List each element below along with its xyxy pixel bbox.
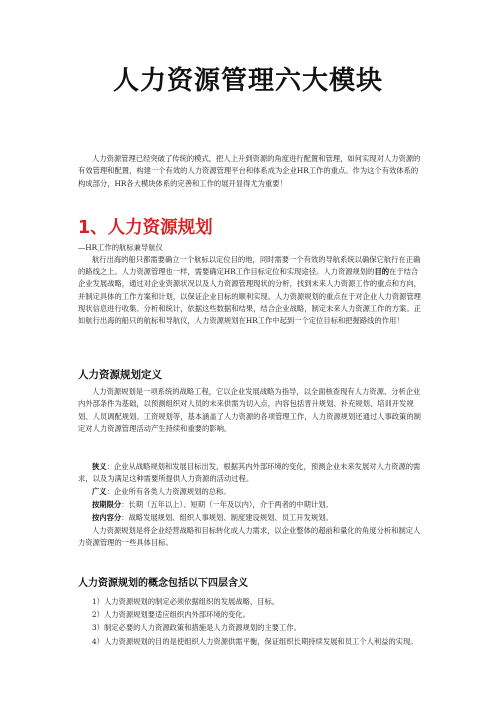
- planning-bold-term: 目的: [374, 267, 390, 277]
- narrow-definition: [78, 461, 424, 486]
- list-item: 2）人力资源规划要适应组织内外部环境的变化。: [92, 610, 250, 619]
- list-item: 3）制定必要的人力资源政策和措施是人力资源规划的主要工作。: [92, 623, 301, 632]
- narrow-label: 狭义: [92, 462, 107, 471]
- closing-paragraph: 人力资源规划是将企业经营战略和目标转化成人力需求，以企业整体的超前和量化的角度分析和制定人力资源管理的一些具体目标。: [78, 526, 421, 548]
- content-label: 按内容分: [92, 513, 122, 522]
- planning-text-b: 在于结合企业发展战略，通过对企业资源状况以及人力资源管理现状的分析，找到未来人力资源工作的重点和方向，并制定具体的工作方案和计划，以保证企业目标的顺利实现。人力资源规划的重点在于对企业人力资源管理现状信息进行收集、分析和统计，依据这些数据和结果，结合企业战略，制定未来人力资源工作的方案。正如航行出海的船只的航标和导航仪，人力资源规划在HR工作中起到一个定位目标和把握路线的作用！: [78, 267, 421, 326]
- list-item: 1）人力资源规划的制定必须依据组织的发展战略、目标。: [92, 597, 280, 606]
- period-label: 按期限分: [92, 500, 122, 509]
- content-classification: [78, 512, 424, 524]
- concept-heading: 人力资源规划的概念包括以下四层含义: [78, 578, 248, 589]
- list-item: 4）人力资源规划的目的是使组织人力资源供需平衡，保证组织长期持续发展和员工个人利益的实现。: [92, 637, 418, 646]
- planning-text-a: 航行出海的船只都需要确立一个航标以定位目的地，同时需要一个有效的导航系统以确保它航行在正确的路线之上。人力资源管理也一样，需要确定HR工作目标定位和实现途径。人力资源规划的: [78, 255, 421, 277]
- section-heading-planning: 1、人力资源规划: [78, 218, 213, 238]
- period-classification: [78, 499, 424, 511]
- broad-text: ：企业所有各类人力资源规划的总称。: [106, 487, 231, 496]
- broad-label: 广义: [92, 487, 107, 496]
- content-text: ：战略发展规划、组织人事规划、制度建设规划、员工开发规划。: [121, 513, 333, 522]
- narrow-text: ：企业从战略规划和发展目标出发，根据其内外部环境的变化，预测企业未来发展对人力资源的需求，以及为满足这种需要所提供人力资源的活动过程。: [78, 462, 421, 484]
- intro-paragraph: 人力资源管理已经突破了传统的模式，把人上升到资源的角度进行配置和管理，如何实现对人力资源的有效管理和配置，构建一个有效的人力资源管理平台和体系成为企业HR工作的重点。作为这个有效体系的构成部分，HR各大模块体系的完善和工作的展开显得尤为重要！: [78, 154, 421, 188]
- definition-paragraph: 人力资源规划是一项系统的战略工程，它以企业发展战略为指导，以全面核查现有人力资源、分析企业内外部条件为基础，以预测组织对人员的未来供需为切入点，内容包括晋升规划、补充规划、培训开发规划、人员调配规划、工资规划等，基本涵盖了人力资源的各项管理工作，人力资源规划还通过人事政策的制定对人力资源管理活动产生持续和重要的影响。: [78, 387, 421, 434]
- period-text: ：长期（五年以上）、短期（一年及以内），介于两者的中期计划。: [121, 500, 333, 509]
- planning-paragraph: [78, 254, 424, 327]
- definition-heading: 人力资源规划定义: [78, 369, 162, 381]
- broad-definition: [78, 486, 424, 498]
- section-subtitle: —HR工作的航标兼导航仪: [78, 243, 163, 252]
- document-title: 人力资源管理六大模块: [112, 66, 383, 96]
